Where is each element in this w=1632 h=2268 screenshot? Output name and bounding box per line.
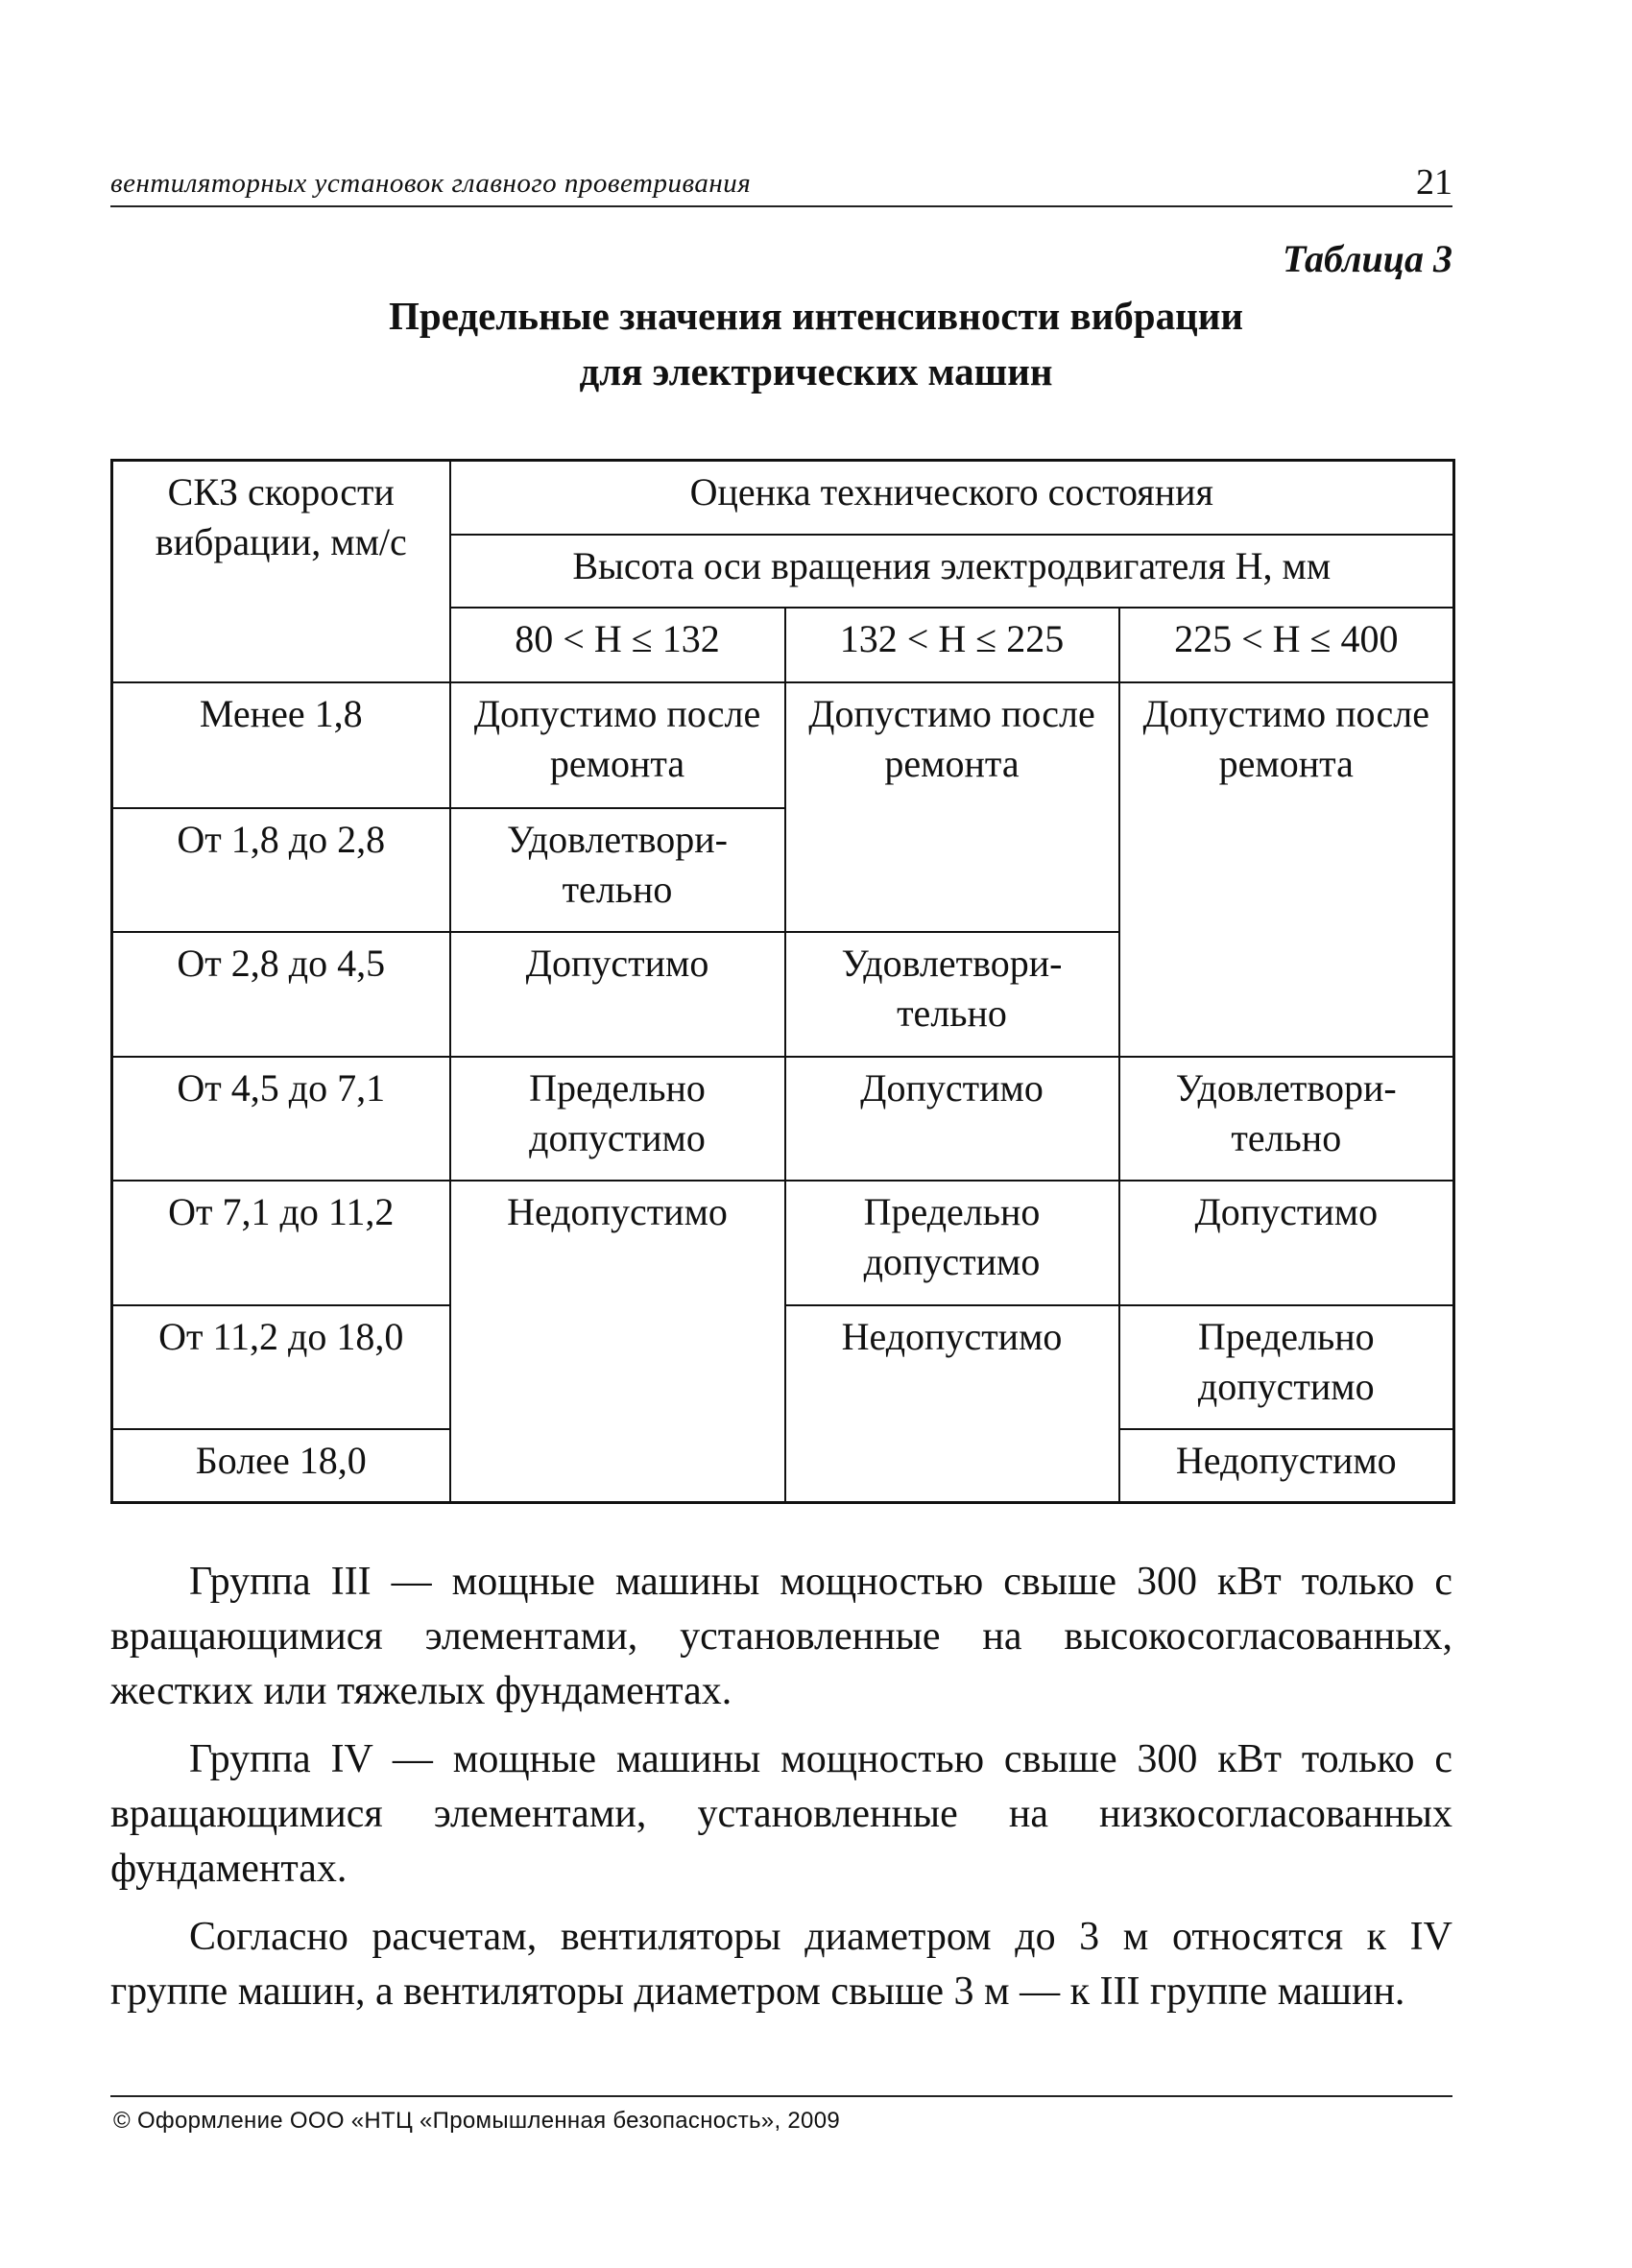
paragraph-group-iv: Группа IV — мощные машины мощностью свыше 300 кВт только с вращающимися элементами, установленные на низкосогласованных фундаментах. bbox=[110, 1737, 1452, 1891]
cell-range1: Предельно допустимо bbox=[450, 1057, 785, 1181]
cell-range3: Предельно допустимо bbox=[1119, 1305, 1454, 1429]
table-title-line2: для электрических машин bbox=[579, 349, 1053, 394]
cell-range3: Допустимо после ремонта bbox=[1119, 682, 1454, 1057]
header-range-1: 80 < H ≤ 132 bbox=[450, 608, 785, 682]
table-title bbox=[288, 288, 1344, 399]
header-axis-height: Высота оси вращения электродвигателя H, мм bbox=[450, 535, 1454, 608]
table-label: Таблица 3 bbox=[1283, 237, 1452, 280]
copyright-footer: © Оформление ООО «НТЦ «Промышленная безопасность», 2009 bbox=[113, 2108, 840, 2134]
cell-range2: Удовлетвори-тельно bbox=[785, 932, 1119, 1057]
table-row bbox=[112, 1181, 1454, 1305]
cell-range1: Недопустимо bbox=[450, 1181, 785, 1503]
row-label: От 4,5 до 7,1 bbox=[112, 1057, 450, 1181]
row-label: Менее 1,8 bbox=[112, 682, 450, 808]
cell-range2: Предельно допустимо bbox=[785, 1181, 1119, 1305]
row-label: Более 18,0 bbox=[112, 1429, 450, 1503]
header-range-3: 225 < H ≤ 400 bbox=[1119, 608, 1454, 682]
row-label: От 1,8 до 2,8 bbox=[112, 808, 450, 932]
cell-range3: Удовлетвори-тельно bbox=[1119, 1057, 1454, 1181]
row-label: От 11,2 до 18,0 bbox=[112, 1305, 450, 1429]
table-title-line1: Предельные значения интенсивности вибрации bbox=[389, 294, 1243, 338]
header-velocity-rms: СКЗ скорости вибрации, мм/с bbox=[112, 461, 450, 682]
cell-range3: Допустимо bbox=[1119, 1181, 1454, 1305]
row-label: От 7,1 до 11,2 bbox=[112, 1181, 450, 1305]
row-label: От 2,8 до 4,5 bbox=[112, 932, 450, 1057]
table-row bbox=[112, 1057, 1454, 1181]
paragraph-group-iii: Группа III — мощные машины мощностью свыше 300 кВт только с вращающимися элементами, установленные на высокосогласованных, жестких или тяжелых фундаментах. bbox=[110, 1560, 1452, 1713]
cell-range2: Допустимо bbox=[785, 1057, 1119, 1181]
header-assessment: Оценка технического состояния bbox=[450, 461, 1454, 535]
page-number: 21 bbox=[1416, 162, 1452, 203]
body-text bbox=[110, 1555, 1452, 2033]
cell-range1: Допустимо после ремонта bbox=[450, 682, 785, 808]
cell-range1: Удовлетвори-тельно bbox=[450, 808, 785, 932]
running-header bbox=[110, 163, 1452, 207]
cell-range1: Допустимо bbox=[450, 932, 785, 1057]
cell-range2: Недопустимо bbox=[785, 1305, 1119, 1503]
table-row bbox=[112, 682, 1454, 808]
paragraph-fans-classification: Согласно расчетам, вентиляторы диаметром до 3 м относятся к IV группе машин, а вентиляторы диаметром свыше 3 м — к III группе машин. bbox=[110, 1915, 1452, 2014]
cell-range3: Недопустимо bbox=[1119, 1429, 1454, 1503]
vibration-limits-table bbox=[110, 459, 1455, 1504]
cell-range2: Допустимо после ремонта bbox=[785, 682, 1119, 932]
footer-divider bbox=[110, 2095, 1452, 2097]
header-row-1 bbox=[112, 461, 1454, 535]
running-title: вентиляторных установок главного проветривания bbox=[110, 168, 752, 199]
header-range-2: 132 < H ≤ 225 bbox=[785, 608, 1119, 682]
